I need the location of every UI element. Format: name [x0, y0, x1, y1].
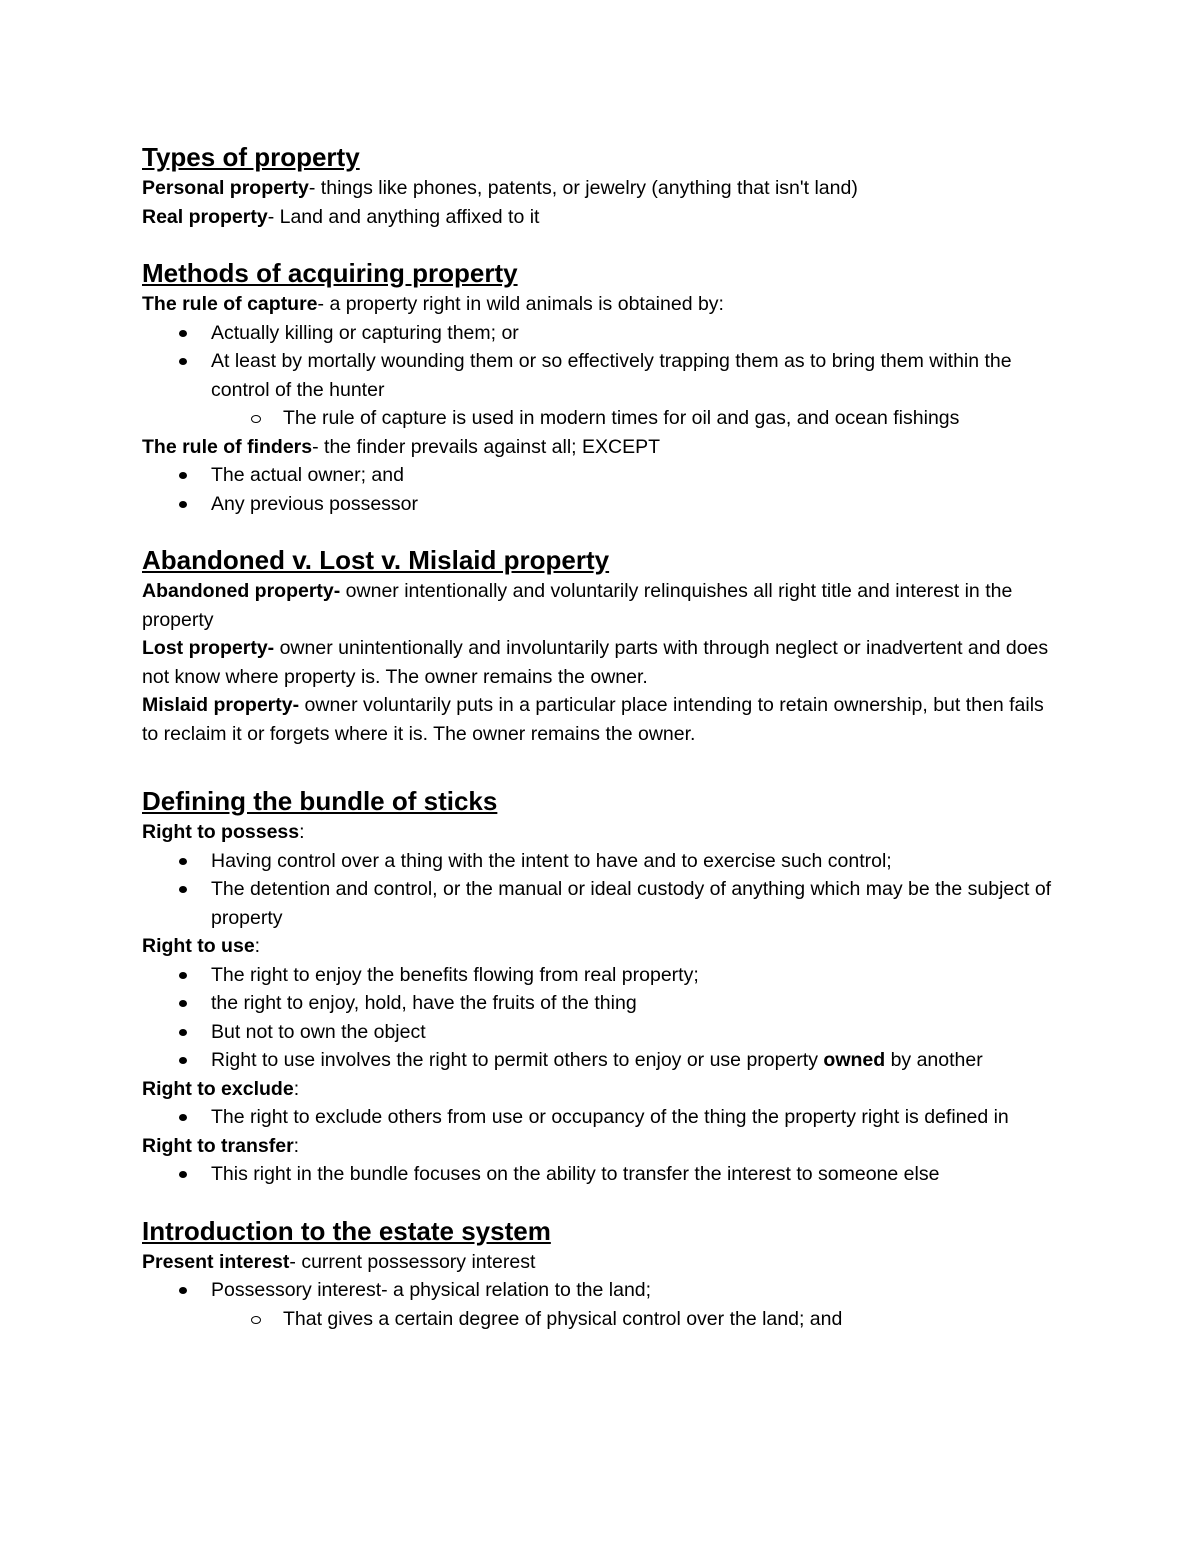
- list-item-text: The right to enjoy the benefits flowing from real property;: [211, 963, 699, 986]
- list-item: [142, 461, 1062, 490]
- emphasis: owned: [823, 1049, 886, 1071]
- term: Lost property-: [142, 637, 275, 659]
- list-item-text: Any previous possessor: [211, 492, 419, 515]
- colon: :: [293, 1134, 300, 1157]
- list-item-text: The right to exclude others from use or occupancy of the thing the property right is defined in: [211, 1106, 1009, 1128]
- list-item: [142, 1160, 1062, 1189]
- right-to-transfer: [142, 1132, 1062, 1161]
- list-item-text: Possessory interest- a physical relation to the land;: [211, 1279, 652, 1301]
- list-item-text: At least by mortally wounding them or so effectively trapping them as to bring them within the control of the hunter: [211, 350, 1012, 401]
- list-item: [142, 847, 1062, 876]
- list-item: [142, 875, 1062, 932]
- definition-text: owner voluntarily puts in a particular place intending to retain ownership, but then fails to reclaim it or forgets where it is. The owner remains the owner.: [142, 694, 1044, 745]
- list-item: [142, 961, 1062, 990]
- bullet-icon: [179, 472, 187, 479]
- heading-bundle-of-sticks: Defining the bundle of sticks: [142, 786, 498, 816]
- definition-text: - Land and anything affixed to it: [267, 205, 540, 228]
- definition-personal-property: [142, 174, 1062, 203]
- sub-list-item: [142, 404, 1062, 433]
- term: Right to possess: [142, 821, 300, 843]
- bullet-icon: [179, 1029, 187, 1036]
- list-item-text: That gives a certain degree of physical control over the land; and: [283, 1307, 843, 1330]
- bullet-icon: [179, 330, 187, 337]
- list-item: [142, 1018, 1062, 1047]
- term: Real property: [142, 205, 268, 228]
- term: Right to use: [142, 935, 255, 957]
- term: The rule of capture: [142, 293, 318, 315]
- list-item-text: Actually killing or capturing them; or: [211, 321, 519, 344]
- list-item-text: But not to own the object: [211, 1020, 426, 1043]
- colon: :: [254, 935, 261, 957]
- definition-text: - things like phones, patents, or jewelry (anything that isn't land): [308, 177, 858, 199]
- term: Personal property: [142, 177, 309, 199]
- list-item: [142, 989, 1062, 1018]
- list-item: [142, 347, 1062, 404]
- list-item: [142, 1276, 1062, 1305]
- definition-real-property: [142, 203, 1062, 232]
- hollow-bullet-icon: [251, 1316, 261, 1324]
- colon: :: [299, 821, 305, 843]
- list-item-text: Right to use involves the right to permit others to enjoy or use property: [211, 1049, 824, 1071]
- term: Right to exclude: [142, 1077, 294, 1100]
- right-to-exclude: [142, 1075, 1062, 1104]
- hollow-bullet-icon: [251, 415, 261, 423]
- definition-rule-of-finders: [142, 433, 1062, 462]
- bullet-icon: [179, 886, 187, 893]
- list-item-text: The rule of capture is used in modern times for oil and gas, and ocean fishings: [283, 407, 960, 429]
- bullet-icon: [179, 501, 187, 508]
- right-to-possess: [142, 818, 1062, 847]
- term: Right to transfer: [142, 1134, 294, 1157]
- definition-rule-of-capture: [142, 290, 1062, 319]
- list-item: [142, 1046, 1062, 1075]
- sub-list-item: [142, 1305, 1062, 1334]
- heading-estate-system: Introduction to the estate system: [142, 1215, 551, 1246]
- definition-lost-property: [142, 634, 1062, 691]
- definition-text: - a property right in wild animals is obtained by:: [317, 293, 724, 315]
- heading-types-of-property: Types of property: [142, 142, 360, 172]
- bullet-icon: [179, 1000, 187, 1007]
- list-item: [142, 1103, 1062, 1132]
- definition-present-interest: [142, 1248, 1062, 1277]
- list-item: [142, 490, 1062, 519]
- bullet-icon: [179, 1114, 187, 1121]
- right-to-use: [142, 932, 1062, 961]
- bullet-icon: [179, 972, 187, 979]
- definition-mislaid-property: [142, 691, 1062, 748]
- list-item-text: by another: [885, 1049, 983, 1071]
- heading-abandoned-lost-mislaid: Abandoned v. Lost v. Mislaid property: [142, 545, 610, 575]
- term: The rule of finders: [142, 435, 313, 458]
- definition-text: - current possessory interest: [289, 1250, 536, 1273]
- definition-text: - the finder prevails against all; EXCEPT: [312, 435, 661, 458]
- bullet-icon: [179, 1287, 187, 1294]
- document-body: [142, 140, 1062, 1333]
- list-item-text: The detention and control, or the manual or ideal custody of anything which may be the subject of property: [211, 878, 1052, 929]
- list-item: [142, 319, 1062, 348]
- bullet-icon: [179, 1171, 187, 1178]
- term: Present interest: [142, 1250, 290, 1273]
- colon: :: [293, 1077, 300, 1100]
- definition-text: owner intentionally and voluntarily relinquishes all right title and interest in the property: [142, 580, 1013, 631]
- list-item-text: the right to enjoy, hold, have the fruits of the thing: [211, 992, 637, 1014]
- heading-methods-of-acquiring: Methods of acquiring property: [142, 258, 518, 288]
- list-item-text: Having control over a thing with the intent to have and to exercise such control;: [211, 849, 892, 872]
- definition-abandoned-property: [142, 577, 1062, 634]
- list-item-text: The actual owner; and: [211, 464, 404, 486]
- bullet-icon: [179, 858, 187, 865]
- term: Mislaid property-: [142, 694, 300, 716]
- bullet-icon: [179, 1057, 187, 1064]
- term: Abandoned property-: [142, 580, 341, 602]
- definition-text: owner unintentionally and involuntarily parts with through neglect or inadvertent and does not know where property is. The owner remains the owner.: [142, 637, 1049, 688]
- bullet-icon: [179, 358, 187, 365]
- list-item-text: This right in the bundle focuses on the ability to transfer the interest to someone else: [211, 1163, 940, 1185]
